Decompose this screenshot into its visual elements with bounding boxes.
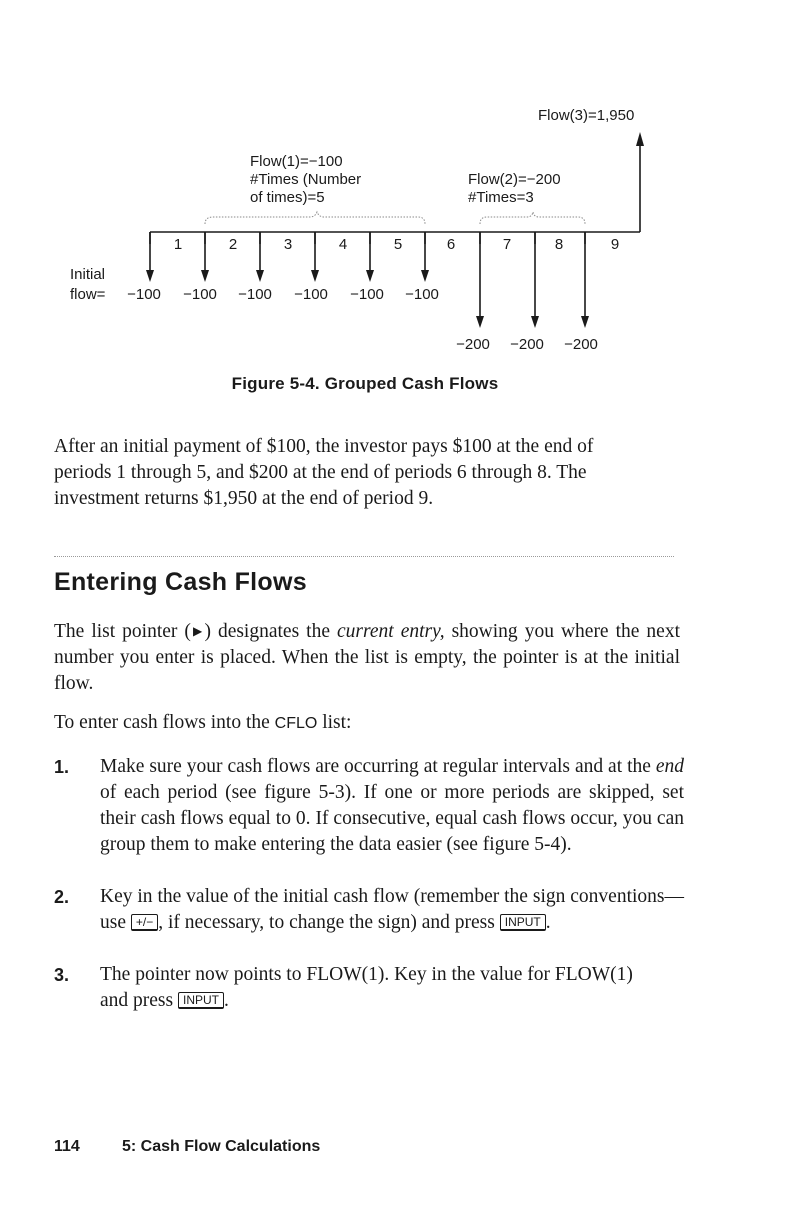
group1-times-label: #Times (Number bbox=[250, 171, 362, 188]
step-number: 1. bbox=[54, 757, 70, 777]
initial-flow-label: flow= bbox=[70, 286, 106, 303]
pointer-paragraph bbox=[54, 618, 680, 697]
instruction-text: To enter cash flows into the bbox=[54, 712, 275, 733]
minus-100-value: −100 bbox=[294, 286, 328, 303]
step-number: 2. bbox=[54, 887, 70, 907]
instruction-text: list: bbox=[317, 712, 352, 733]
period-number: 6 bbox=[446, 236, 456, 253]
step-number: 3. bbox=[54, 965, 70, 985]
initial-label: Initial bbox=[70, 266, 106, 283]
pointer-text: ) designates the bbox=[204, 621, 338, 642]
flow3-up-arrow bbox=[636, 132, 644, 232]
step-3 bbox=[54, 962, 684, 1014]
period-number: 9 bbox=[610, 236, 620, 253]
group2-flow-label: Flow(2)=−200 bbox=[468, 171, 561, 188]
group1-bracket bbox=[205, 212, 425, 224]
pointer-text: The list pointer ( bbox=[54, 621, 191, 642]
pointer-text: showing you where the next number you enter is placed. When the list is empty, the pointer is at the initial flow. bbox=[54, 621, 681, 694]
list-pointer-icon: ▶ bbox=[190, 624, 205, 638]
section-heading: Entering Cash Flows bbox=[54, 568, 307, 596]
section-divider bbox=[54, 556, 674, 557]
input-key-icon: INPUT bbox=[500, 914, 546, 931]
intro-line: periods 1 through 5, and $200 at the end of periods 6 through 8. The bbox=[54, 462, 587, 483]
chapter-footer: 5: Cash Flow Calculations bbox=[122, 1138, 321, 1155]
minus-100-value: −100 bbox=[238, 286, 272, 303]
group1-flow-label: Flow(1)=−100 bbox=[250, 153, 343, 170]
intro-line: investment returns $1,950 at the end of period 9. bbox=[54, 488, 434, 509]
change-sign-key-icon: +/− bbox=[131, 914, 158, 931]
period-number: 8 bbox=[554, 236, 564, 253]
minus-100-value: −100 bbox=[350, 286, 384, 303]
cflo-label: CFLO bbox=[274, 715, 318, 732]
period-number: 7 bbox=[502, 236, 512, 253]
period-number: 5 bbox=[393, 236, 403, 253]
figure-caption: Figure 5-4. Grouped Cash Flows bbox=[231, 374, 499, 393]
step-2 bbox=[54, 884, 684, 936]
intro-line: After an initial payment of $100, the investor pays $100 at the end of bbox=[54, 436, 594, 457]
period-number: 4 bbox=[338, 236, 348, 253]
page-number: 114 bbox=[54, 1138, 80, 1155]
minus-200-value: −200 bbox=[510, 336, 544, 353]
minus-200-value: −200 bbox=[564, 336, 598, 353]
period-number: 1 bbox=[173, 236, 183, 253]
input-key-icon: INPUT bbox=[178, 992, 224, 1009]
group1-times-label-cont: of times)=5 bbox=[250, 189, 325, 206]
flow3-label: Flow(3)=1,950 bbox=[538, 107, 635, 124]
end-term: end bbox=[655, 756, 684, 777]
period-ticks bbox=[150, 232, 585, 244]
minus-200-value: −200 bbox=[456, 336, 490, 353]
minus-100-value: −100 bbox=[183, 286, 217, 303]
minus-100-value: −100 bbox=[405, 286, 439, 303]
intro-paragraph bbox=[54, 434, 694, 512]
minus-100-value: −100 bbox=[127, 286, 161, 303]
period-number: 3 bbox=[283, 236, 293, 253]
step-text: The pointer now points to FLOW(1). Key in the value for FLOW(1) and press INPUT . bbox=[100, 964, 633, 1011]
grouped-cash-flow-diagram bbox=[0, 0, 792, 370]
current-entry-term: current entry, bbox=[337, 621, 445, 642]
step-text: Make sure your cash flows are occurring at regular intervals and at the end of each period (see figure 5-3). If one or more periods are skipped, set their cash flows equal to 0. If consecutive, equal cash flows occur, you can group them to make entering the data easier (see figure 5-4). bbox=[100, 756, 684, 855]
step-text: Key in the value of the initial cash flow (remember the sign conventions—use +/− , if necessary, to change the sign) and press INPUT . bbox=[100, 886, 684, 933]
minus-200-arrows bbox=[476, 232, 589, 328]
group2-times-label: #Times=3 bbox=[468, 189, 534, 206]
period-number: 2 bbox=[228, 236, 238, 253]
group2-bracket bbox=[480, 212, 585, 224]
step-1 bbox=[54, 754, 684, 858]
instruction-intro bbox=[54, 710, 680, 737]
